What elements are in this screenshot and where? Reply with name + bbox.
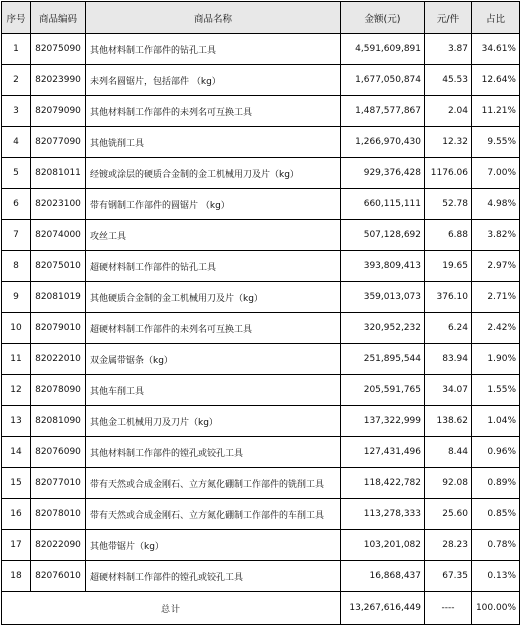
row-share: 4.98%	[472, 189, 520, 220]
row-code: 82076010	[31, 561, 86, 592]
row-amount: 929,376,428	[341, 158, 425, 189]
row-amount: 205,591,765	[341, 375, 425, 406]
row-share: 0.89%	[472, 468, 520, 499]
row-name: 其他材料制工作部件的钻孔工具	[86, 34, 341, 65]
total-unit-price: ----	[425, 592, 472, 625]
row-code: 82022090	[31, 530, 86, 561]
row-share: 9.55%	[472, 127, 520, 158]
row-index: 5	[2, 158, 31, 189]
row-share: 11.21%	[472, 96, 520, 127]
row-code: 82078010	[31, 499, 86, 530]
row-name: 其他硬质合金制的金工机械用刀及片（kg）	[86, 282, 341, 313]
row-code: 82076090	[31, 437, 86, 468]
row-name: 攻丝工具	[86, 220, 341, 251]
row-code: 82078090	[31, 375, 86, 406]
row-index: 1	[2, 34, 31, 65]
row-name: 超硬材料制工作部件的镗孔或铰孔工具	[86, 561, 341, 592]
row-share: 12.64%	[472, 65, 520, 96]
table-row	[2, 189, 520, 220]
row-amount: 251,895,544	[341, 344, 425, 375]
table-row	[2, 344, 520, 375]
row-amount: 16,868,437	[341, 561, 425, 592]
row-index: 9	[2, 282, 31, 313]
table-row	[2, 96, 520, 127]
row-code: 82081019	[31, 282, 86, 313]
row-name: 带有钢制工作部件的圆锯片 （kg）	[86, 189, 341, 220]
row-share: 2.71%	[472, 282, 520, 313]
row-index: 17	[2, 530, 31, 561]
row-name: 其他材料制工作部件的镗孔或铰孔工具	[86, 437, 341, 468]
table-body	[2, 34, 520, 592]
row-unit-price: 45.53	[425, 65, 472, 96]
row-index: 4	[2, 127, 31, 158]
row-code: 82079010	[31, 313, 86, 344]
row-unit-price: 376.10	[425, 282, 472, 313]
row-index: 15	[2, 468, 31, 499]
row-amount: 103,201,082	[341, 530, 425, 561]
row-unit-price: 3.87	[425, 34, 472, 65]
row-unit-price: 1176.06	[425, 158, 472, 189]
product-table	[1, 1, 520, 625]
header-amount: 金额(元)	[341, 2, 425, 34]
row-index: 7	[2, 220, 31, 251]
header-share: 占比	[472, 2, 520, 34]
row-amount: 393,809,413	[341, 251, 425, 282]
header-unit-price: 元/件	[425, 2, 472, 34]
row-share: 7.00%	[472, 158, 520, 189]
table-row	[2, 220, 520, 251]
row-name: 其他材料制工作部件的未列名可互换工具	[86, 96, 341, 127]
table-row	[2, 34, 520, 65]
table-row	[2, 561, 520, 592]
row-amount: 4,591,609,891	[341, 34, 425, 65]
row-amount: 1,266,970,430	[341, 127, 425, 158]
total-share: 100.00%	[472, 592, 520, 625]
row-index: 3	[2, 96, 31, 127]
row-name: 其他铣削工具	[86, 127, 341, 158]
row-amount: 1,487,577,867	[341, 96, 425, 127]
row-amount: 320,952,232	[341, 313, 425, 344]
row-unit-price: 6.88	[425, 220, 472, 251]
row-name: 其他车削工具	[86, 375, 341, 406]
row-share: 1.55%	[472, 375, 520, 406]
row-index: 16	[2, 499, 31, 530]
row-unit-price: 138.62	[425, 406, 472, 437]
table-row	[2, 282, 520, 313]
row-code: 82079090	[31, 96, 86, 127]
row-index: 10	[2, 313, 31, 344]
row-name: 超硬材料制工作部件的钻孔工具	[86, 251, 341, 282]
row-amount: 113,278,333	[341, 499, 425, 530]
total-row	[2, 592, 520, 625]
row-unit-price: 12.32	[425, 127, 472, 158]
row-unit-price: 6.24	[425, 313, 472, 344]
row-unit-price: 2.04	[425, 96, 472, 127]
row-amount: 660,115,111	[341, 189, 425, 220]
table-row	[2, 313, 520, 344]
row-share: 34.61%	[472, 34, 520, 65]
row-unit-price: 28.23	[425, 530, 472, 561]
row-index: 6	[2, 189, 31, 220]
row-code: 82077010	[31, 468, 86, 499]
row-name: 超硬材料制工作部件的未列名可互换工具	[86, 313, 341, 344]
row-unit-price: 92.08	[425, 468, 472, 499]
row-index: 2	[2, 65, 31, 96]
table-row	[2, 499, 520, 530]
row-unit-price: 19.65	[425, 251, 472, 282]
table-header-row	[2, 2, 520, 34]
row-index: 14	[2, 437, 31, 468]
row-code: 82081090	[31, 406, 86, 437]
row-share: 2.42%	[472, 313, 520, 344]
row-share: 0.13%	[472, 561, 520, 592]
row-share: 1.90%	[472, 344, 520, 375]
row-unit-price: 52.78	[425, 189, 472, 220]
total-label: 总计	[2, 592, 341, 625]
row-code: 82023100	[31, 189, 86, 220]
row-share: 2.97%	[472, 251, 520, 282]
table-row	[2, 251, 520, 282]
table-row	[2, 127, 520, 158]
table-row	[2, 530, 520, 561]
row-name: 其他金工机械用刀及刀片（kg）	[86, 406, 341, 437]
row-code: 82077090	[31, 127, 86, 158]
table-row	[2, 406, 520, 437]
row-unit-price: 8.44	[425, 437, 472, 468]
row-share: 3.82%	[472, 220, 520, 251]
row-unit-price: 25.60	[425, 499, 472, 530]
row-name: 其他带锯片（kg）	[86, 530, 341, 561]
row-code: 82081011	[31, 158, 86, 189]
row-unit-price: 83.94	[425, 344, 472, 375]
table-row	[2, 375, 520, 406]
row-name: 双金属带锯条（kg）	[86, 344, 341, 375]
row-unit-price: 67.35	[425, 561, 472, 592]
total-amount: 13,267,616,449	[341, 592, 425, 625]
row-code: 82022010	[31, 344, 86, 375]
row-unit-price: 34.07	[425, 375, 472, 406]
row-name: 经镀或涂层的硬质合金制的金工机械用刀及片（kg）	[86, 158, 341, 189]
row-code: 82023990	[31, 65, 86, 96]
row-index: 11	[2, 344, 31, 375]
row-name: 未列名圆锯片，包括部件 （kg）	[86, 65, 341, 96]
row-index: 8	[2, 251, 31, 282]
row-share: 0.78%	[472, 530, 520, 561]
row-amount: 137,322,999	[341, 406, 425, 437]
row-code: 82074000	[31, 220, 86, 251]
header-name: 商品名称	[86, 2, 341, 34]
row-index: 13	[2, 406, 31, 437]
row-amount: 127,431,496	[341, 437, 425, 468]
table-row	[2, 437, 520, 468]
table-row	[2, 65, 520, 96]
row-code: 82075090	[31, 34, 86, 65]
row-amount: 118,422,782	[341, 468, 425, 499]
row-name: 带有天然或合成金刚石、立方氮化硼制工作部件的车削工具	[86, 499, 341, 530]
header-index: 序号	[2, 2, 31, 34]
row-name: 带有天然或合成金刚石、立方氮化硼制工作部件的铣削工具	[86, 468, 341, 499]
row-amount: 1,677,050,874	[341, 65, 425, 96]
row-amount: 507,128,692	[341, 220, 425, 251]
row-amount: 359,013,073	[341, 282, 425, 313]
row-share: 1.04%	[472, 406, 520, 437]
row-code: 82075010	[31, 251, 86, 282]
table-row	[2, 468, 520, 499]
row-index: 12	[2, 375, 31, 406]
table-row	[2, 158, 520, 189]
row-share: 0.85%	[472, 499, 520, 530]
row-index: 18	[2, 561, 31, 592]
row-share: 0.96%	[472, 437, 520, 468]
header-code: 商品编码	[31, 2, 86, 34]
